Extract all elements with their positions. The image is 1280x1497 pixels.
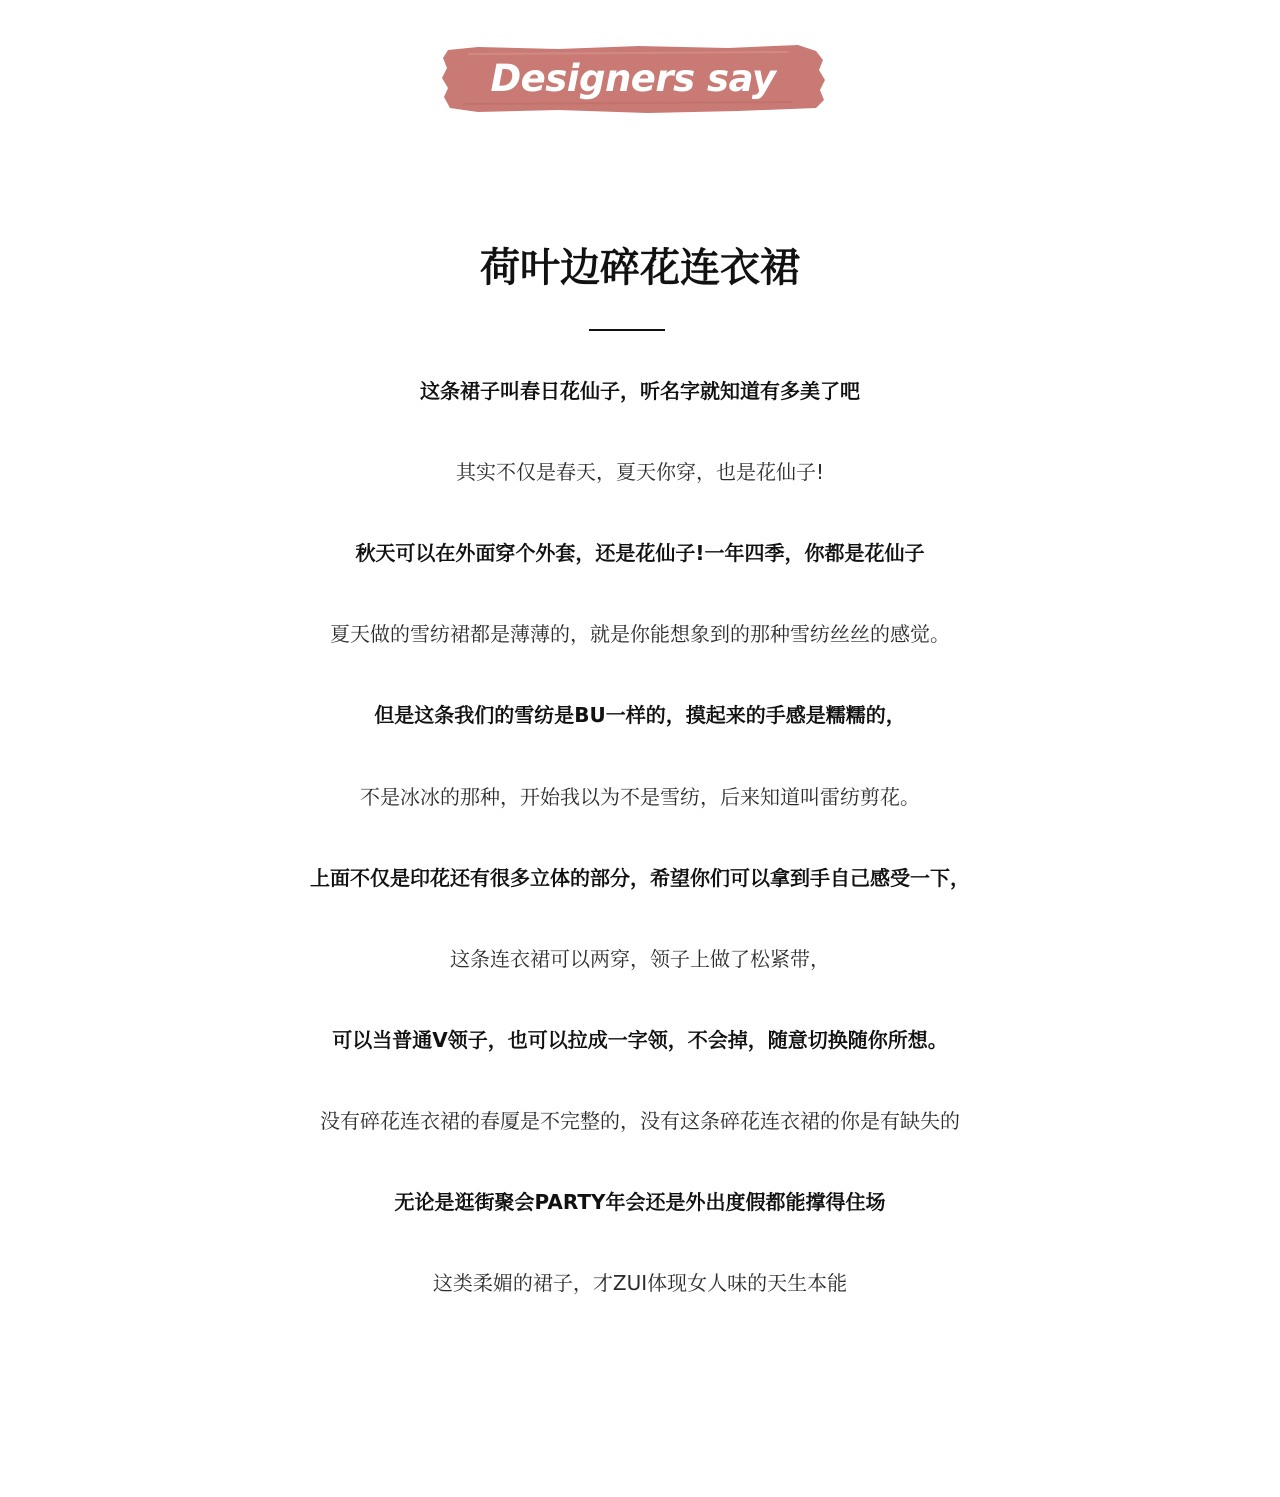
body-line: 无论是逛街聚会PARTY年会还是外出度假都能撑得住场 <box>394 1190 886 1214</box>
body-line: 没有碎花连衣裙的春厦是不完整的，没有这条碎花连衣裙的你是有缺失的 <box>320 1109 960 1133</box>
body-line: 但是这条我们的雪纺是BU一样的，摸起来的手感是糯糯的， <box>374 703 906 727</box>
body-line: 不是冰冰的那种，开始我以为不是雪纺，后来知道叫雷纺剪花。 <box>360 785 920 809</box>
body-line: 其实不仅是春天，夏天你穿，也是花仙子! <box>455 460 825 484</box>
body-line: 上面不仅是印花还有很多立体的部分，希望你们可以拿到手自己感受一下， <box>310 866 970 890</box>
badge-label: Designers say <box>490 57 776 100</box>
body-line: 这条连衣裙可以两穿，领子上做了松紧带， <box>450 947 830 971</box>
body-line: 可以当普通V领子，也可以拉成一字领，不会掉，随意切换随你所想。 <box>332 1028 948 1052</box>
body-line: 秋天可以在外面穿个外套，还是花仙子!一年四季，你都是花仙子 <box>355 541 925 565</box>
body-line: 这条裙子叫春日花仙子，听名字就知道有多美了吧 <box>420 379 860 403</box>
body-line: 夏天做的雪纺裙都是薄薄的，就是你能想象到的那种雪纺丝丝的感觉。 <box>330 622 950 646</box>
body-line: 这类柔媚的裙子，才ZUI体现女人味的天生本能 <box>432 1271 848 1295</box>
article-title: 荷叶边碎花连衣裙 <box>480 245 800 291</box>
